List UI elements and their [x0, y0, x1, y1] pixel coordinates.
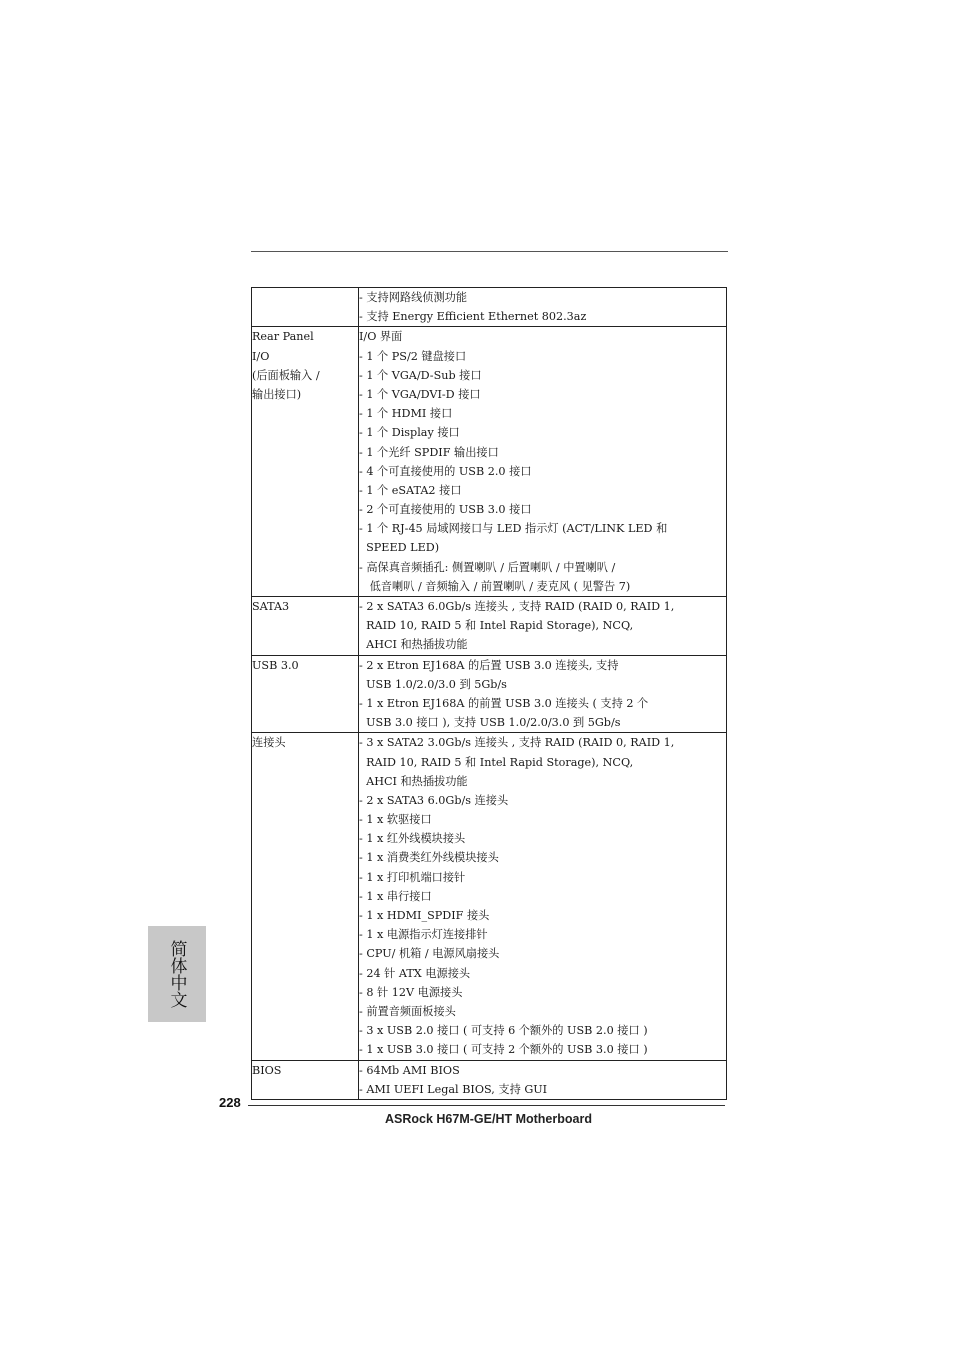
spec-items-cell: [359, 327, 727, 597]
spec-item-line: - 24 针 ATX 电源接头: [359, 966, 471, 980]
spec-label-line: I/O: [252, 349, 270, 363]
spec-item-line: - 1 x 软驱接口: [359, 813, 432, 827]
spec-item-line: - 1 x 电源指示灯连接排针: [359, 928, 488, 942]
spec-item-line: - 1 个光纤 SPDIF 输出接口: [359, 445, 499, 459]
spec-item-line: I/O 界面: [359, 330, 403, 344]
spec-item-line: - 1 x 红外线模块接头: [359, 832, 466, 846]
spec-item-line: - 1 x 消费类红外线模块接头: [359, 851, 499, 865]
spec-label-cell: [252, 597, 359, 656]
spec-item-line: - 1 x 打印机端口接针: [359, 870, 466, 884]
spec-label-line: SATA3: [252, 600, 290, 613]
spec-item-line: - 1 x 串行接口: [359, 889, 432, 903]
spec-item-line: - 前置音频面板接头: [359, 1004, 456, 1018]
spec-row: [252, 597, 727, 656]
spec-item-line: - 3 x USB 2.0 接口 ( 可支持 6 个额外的 USB 2.0 接口 ): [359, 1024, 648, 1038]
spec-label-line: (后面板输入 /: [252, 368, 320, 382]
spec-label-line: Rear Panel: [252, 330, 314, 344]
spec-item-line: - 4 个可直接使用的 USB 2.0 接口: [359, 464, 532, 478]
spec-label-cell: [252, 733, 359, 1060]
spec-item-line: - 2 x Etron EJ168A 的后置 USB 3.0 连接头, 支持: [359, 658, 619, 672]
spec-label-line: 连接头: [252, 736, 286, 750]
spec-row: [252, 733, 727, 1060]
spec-item-line: - 1 个 eSATA2 接口: [359, 483, 462, 497]
spec-row: [252, 327, 727, 597]
top-divider: [251, 251, 728, 252]
spec-label-line: BIOS: [252, 1063, 282, 1077]
footer-title: ASRock H67M-GE/HT Motherboard: [385, 1112, 592, 1126]
spec-items-cell: [359, 733, 727, 1060]
spec-item-line: AHCI 和热插拔功能: [359, 638, 468, 652]
spec-item-line: - 2 x SATA3 6.0Gb/s 连接头: [359, 793, 509, 807]
spec-item-line: - 64Mb AMI BIOS: [359, 1063, 460, 1077]
spec-table: [251, 287, 727, 1100]
spec-item-line: USB 3.0 接口 ), 支持 USB 1.0/2.0/3.0 到 5Gb/s: [359, 716, 621, 730]
spec-item-line: SPEED LED): [359, 541, 440, 555]
spec-row: [252, 1060, 727, 1099]
spec-item-line: - 高保真音频插孔: 侧置喇叭 / 后置喇叭 / 中置喇叭 /: [359, 560, 616, 574]
spec-label-cell: [252, 1060, 359, 1099]
spec-item-line: - 1 x HDMI_SPDIF 接头: [359, 909, 490, 922]
spec-item-line: - CPU/ 机箱 / 电源风扇接头: [359, 947, 500, 961]
spec-label-line: USB 3.0: [252, 658, 299, 672]
spec-items-cell: [359, 655, 727, 733]
spec-item-line: - 1 个 HDMI 接口: [359, 407, 453, 421]
spec-item-line: - 1 个 RJ-45 局域网接口与 LED 指示灯 (ACT/LINK LED 和: [359, 522, 668, 536]
spec-item-line: - 1 x USB 3.0 接口 ( 可支持 2 个额外的 USB 3.0 接口 ): [359, 1043, 648, 1057]
spec-item-line: RAID 10, RAID 5 和 Intel Rapid Storage), NCQ,: [359, 619, 634, 633]
spec-item-line: - 1 个 VGA/DVI-D 接口: [359, 387, 481, 401]
spec-label-cell: [252, 327, 359, 597]
spec-item-line: - 3 x SATA2 3.0Gb/s 连接头 , 支持 RAID (RAID 0, RAID 1,: [359, 736, 675, 750]
spec-item-line: - 1 个 VGA/D-Sub 接口: [359, 368, 482, 382]
spec-item-line: - 支持 Energy Efficient Ethernet 802.3az: [359, 310, 587, 324]
spec-item-line: AHCI 和热插拔功能: [359, 774, 468, 788]
spec-item-line: - 1 x Etron EJ168A 的前置 USB 3.0 连接头 ( 支持 2 个: [359, 696, 649, 710]
spec-items-cell: [359, 597, 727, 656]
spec-item-line: RAID 10, RAID 5 和 Intel Rapid Storage), NCQ,: [359, 755, 634, 769]
spec-items-cell: [359, 288, 727, 327]
spec-item-line: USB 1.0/2.0/3.0 到 5Gb/s: [359, 677, 507, 691]
spec-label-cell: [252, 288, 359, 327]
spec-row: [252, 288, 727, 327]
spec-items-cell: [359, 1060, 727, 1099]
language-tab-label: 简体中文: [166, 940, 187, 1008]
spec-item-line: - 1 个 PS/2 键盘接口: [359, 349, 467, 363]
language-tab: [148, 926, 206, 1022]
footer-divider: [248, 1105, 725, 1106]
spec-item-line: - 2 x SATA3 6.0Gb/s 连接头 , 支持 RAID (RAID 0, RAID 1,: [359, 600, 675, 613]
page-number: 228: [219, 1095, 241, 1110]
spec-item-line: 低音喇叭 / 音频输入 / 前置喇叭 / 麦克风 ( 见警告 7): [359, 579, 631, 593]
spec-row: [252, 655, 727, 733]
spec-item-line: - 8 针 12V 电源接头: [359, 985, 463, 999]
spec-item-line: - 支持网路线侦测功能: [359, 291, 468, 304]
spec-item-line: - 2 个可直接使用的 USB 3.0 接口: [359, 503, 532, 517]
spec-label-cell: [252, 655, 359, 733]
spec-label-line: 输出接口): [252, 387, 302, 401]
spec-item-line: - AMI UEFI Legal BIOS, 支持 GUI: [359, 1082, 548, 1096]
spec-item-line: - 1 个 Display 接口: [359, 426, 460, 440]
